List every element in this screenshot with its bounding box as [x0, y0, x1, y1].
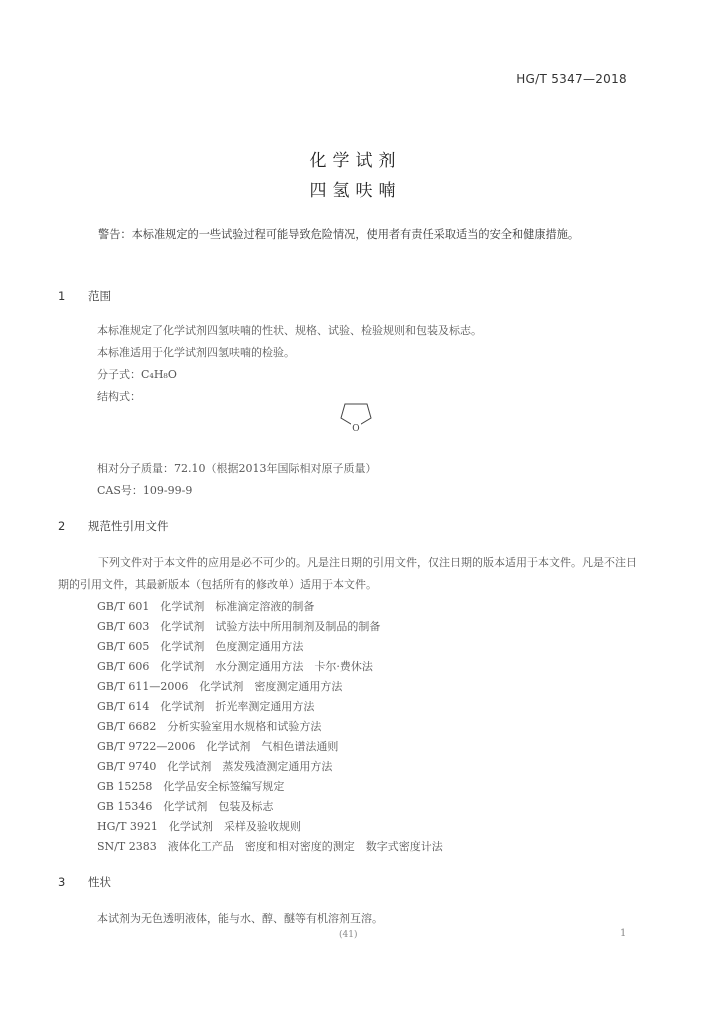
reference-item: GB/T 606 化学试剂 水分测定通用方法 卡尔·费休法 [97, 660, 373, 673]
reference-item: HG/T 3921 化学试剂 采样及验收规则 [97, 820, 301, 833]
structure-formula-diagram [336, 398, 376, 434]
section-title: 范围 [88, 289, 111, 303]
reference-item: GB/T 605 化学试剂 色度测定通用方法 [97, 640, 304, 653]
cas-number: CAS号：109-99-9 [97, 484, 193, 497]
reference-item: SN/T 2383 液体化工产品 密度和相对密度的测定 数字式密度计法 [97, 840, 443, 853]
section-number: 1 [58, 289, 66, 303]
section-title: 性状 [88, 875, 111, 889]
section-1-heading [58, 288, 111, 304]
oxygen-atom-label: O [352, 424, 360, 434]
scope-paragraph-1: 本标准规定了化学试剂四氢呋喃的性状、规格、试验、检验规则和包装及标志。 [97, 324, 482, 337]
doc-title-line2: 四氢呋喃 [309, 181, 402, 201]
section-2-heading [58, 518, 169, 534]
reference-item: GB/T 611—2006 化学试剂 密度测定通用方法 [97, 680, 343, 693]
reference-item: GB/T 9740 化学试剂 蒸发残渣测定通用方法 [97, 760, 333, 773]
standard-code: HG/T 5347—2018 [516, 72, 627, 86]
relative-molecular-mass: 相对分子质量：72.10（根据2013年国际相对原子质量） [97, 462, 377, 475]
warning-paragraph: 警告：本标准规定的一些试验过程可能导致危险情况，使用者有责任采取适当的安全和健康措施。 [98, 228, 580, 241]
reference-item: GB/T 601 化学试剂 标准滴定溶液的制备 [97, 600, 315, 613]
section-number: 2 [58, 519, 66, 533]
properties-paragraph: 本试剂为无色透明液体，能与水、醇、醚等有机溶剂互溶。 [97, 912, 383, 925]
reference-item: GB/T 6682 分析实验室用水规格和试验方法 [97, 720, 322, 733]
footer-code: (41) [339, 930, 358, 940]
page-number: 1 [620, 928, 627, 939]
references-intro: 下列文件对于本文件的应用是必不可少的。凡是注日期的引用文件，仅注日期的版本适用于本文件。凡是不注日期的引用文件，其最新版本（包括所有的修改单）适用于本文件。 [58, 556, 637, 591]
structure-label: 结构式： [97, 390, 141, 403]
section-title: 规范性引用文件 [88, 519, 169, 533]
scope-paragraph-2: 本标准适用于化学试剂四氢呋喃的检验。 [97, 346, 295, 359]
section-number: 3 [58, 875, 66, 889]
doc-title-line1: 化学试剂 [309, 151, 402, 171]
reference-item: GB 15346 化学试剂 包装及标志 [97, 800, 274, 813]
molecular-formula: 分子式：C₄H₈O [97, 368, 177, 381]
reference-item: GB/T 9722—2006 化学试剂 气相色谱法通则 [97, 740, 339, 753]
reference-item: GB/T 603 化学试剂 试验方法中所用制剂及制品的制备 [97, 620, 381, 633]
reference-item: GB 15258 化学品安全标签编写规定 [97, 780, 285, 793]
reference-item: GB/T 614 化学试剂 折光率测定通用方法 [97, 700, 315, 713]
section-3-heading [58, 874, 111, 890]
